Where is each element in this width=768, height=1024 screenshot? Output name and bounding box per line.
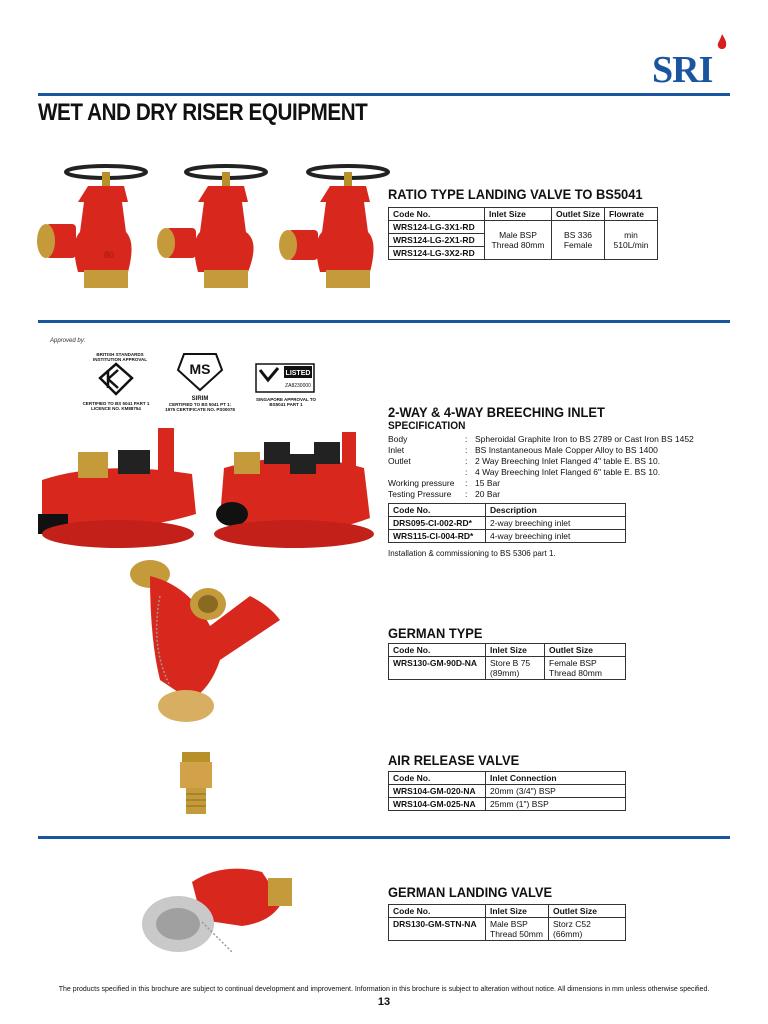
- breeching-table: [388, 503, 626, 543]
- air-release-title: AIR RELEASE VALVE: [388, 752, 520, 768]
- sg-listed-badge: [256, 364, 316, 407]
- col-header: Inlet Size: [486, 644, 545, 657]
- spec-row: Outlet : 2 Way Breeching Inlet Flanged 4" table E. BS 10.: [388, 456, 661, 466]
- german-type-title: GERMAN TYPE: [388, 625, 483, 641]
- spec-label: Inlet: [388, 445, 405, 455]
- code-cell: WRS124-LG-3X1-RD: [389, 221, 485, 234]
- spec-value: 15 Bar: [475, 478, 501, 488]
- installation-note: Installation & commissioning to BS 5306 part 1.: [388, 549, 556, 558]
- spec-row: Working pressure : 15 Bar: [388, 478, 501, 488]
- logo-text: SRI: [652, 49, 713, 91]
- spec-label: [388, 467, 465, 478]
- col-header: Code No.: [389, 905, 486, 918]
- spec-value: 4 Way Breeching Inlet Flanged 6" table E. BS 10.: [475, 467, 661, 477]
- table-row: [389, 517, 626, 530]
- landing-valve-images: [60, 158, 390, 298]
- col-header: Outlet Size: [545, 644, 626, 657]
- code-cell: WRS124-LG-2X1-RD: [389, 234, 485, 247]
- code-cell: DRS130-GM-STN-NA: [389, 918, 486, 941]
- flame-icon: [716, 34, 728, 52]
- code-cell: WRS115-CI-004-RD*: [389, 530, 486, 543]
- german-type-image: [120, 556, 300, 736]
- spec-row: : 4 Way Breeching Inlet Flanged 6" table E. BS 10.: [388, 467, 694, 478]
- spec-value: 2 Way Breeching Inlet Flanged 4" table E. BS 10.: [475, 456, 661, 466]
- german-landing-table: [388, 904, 626, 941]
- spec-value: Spheroidal Graphite Iron to BS 2789 or Cast Iron BS 1452: [475, 434, 694, 444]
- listed-icon: [256, 364, 314, 392]
- breeching-inlet-images: [38, 424, 368, 554]
- col-header: Code No.: [389, 772, 486, 785]
- spec-label: Working pressure: [388, 478, 455, 488]
- specification-list: [388, 434, 694, 500]
- spec-row: Body : Spheroidal Graphite Iron to BS 2789 or Cast Iron BS 1452: [388, 434, 694, 444]
- sirim-name: SIRIM: [191, 396, 209, 402]
- landing-valve-image: [157, 166, 266, 288]
- col-header: Code No.: [389, 208, 485, 221]
- table-row: [389, 785, 626, 798]
- connection-cell: 20mm (3/4") BSP: [486, 785, 626, 798]
- section-divider: [38, 836, 730, 839]
- bsi-caption: CERTIFIED TO BS 5041 PART 1 LICENCE NO. KM88754: [82, 401, 150, 411]
- outlet-cell: Female BSP Thread 80mm: [545, 657, 626, 680]
- ratio-valve-table: [388, 207, 658, 260]
- col-header: Inlet Connection: [486, 772, 626, 785]
- two-way-breeching-image: [38, 428, 196, 548]
- ratio-valve-title: RATIO TYPE LANDING VALVE TO BS5041: [388, 186, 643, 202]
- code-cell: WRS130-GM-90D-NA: [389, 657, 486, 680]
- sri-logo: [652, 34, 734, 90]
- landing-valve-image: [37, 166, 146, 288]
- air-release-valve-image: [176, 750, 216, 816]
- col-header: Inlet Size: [486, 905, 549, 918]
- table-row: [389, 918, 626, 941]
- col-header: Outlet Size: [552, 208, 605, 221]
- outlet-cell: BS 336 Female: [552, 221, 605, 260]
- col-header: Code No.: [389, 644, 486, 657]
- col-header: Description: [486, 504, 626, 517]
- kitemark-icon: [96, 362, 136, 396]
- code-cell: DRS095-CI-002-RD*: [389, 517, 486, 530]
- inlet-cell: Store B 75 (89mm): [486, 657, 545, 680]
- spec-value: 20 Bar: [475, 489, 501, 499]
- code-cell: WRS124-LG-3X2-RD: [389, 247, 485, 260]
- german-landing-title: GERMAN LANDING VALVE: [388, 884, 553, 900]
- svg-text:80: 80: [104, 250, 115, 260]
- spec-row: Testing Pressure : 20 Bar: [388, 489, 501, 499]
- german-type-table: [388, 643, 626, 680]
- four-way-breeching-image: [214, 432, 374, 548]
- breeching-title: 2-WAY & 4-WAY BREECHING INLET: [388, 404, 605, 420]
- table-row: [389, 221, 658, 234]
- outlet-cell: Storz C52 (66mm): [549, 918, 626, 941]
- sirim-badge: [165, 352, 235, 412]
- connection-cell: 25mm (1") BSP: [486, 798, 626, 811]
- sirim-caption: CERTIFIED TO BS 5041 PT 1: 1975 CERTIFICATE NO. PS00078: [165, 402, 235, 412]
- german-landing-valve-image: [132, 862, 302, 962]
- sirim-ms-icon: [176, 352, 224, 392]
- spec-row: Inlet : BS Instantaneous Male Copper Alloy to BS 1400: [388, 445, 658, 455]
- table-row: [389, 657, 626, 680]
- inlet-cell: Male BSP Thread 80mm: [485, 221, 552, 260]
- col-header: Code No.: [389, 504, 486, 517]
- col-header: Outlet Size: [549, 905, 626, 918]
- approved-label: Approved by:: [50, 338, 86, 344]
- air-release-table: [388, 771, 626, 811]
- code-cell: WRS104-GM-020-NA: [389, 785, 486, 798]
- table-row: [389, 530, 626, 543]
- spec-label: Outlet: [388, 456, 411, 466]
- svg-text:LISTED: LISTED: [285, 370, 311, 377]
- specification-title: SPECIFICATION: [388, 420, 466, 432]
- description-cell: 4-way breeching inlet: [486, 530, 626, 543]
- inlet-cell: Male BSP Thread 50mm: [486, 918, 549, 941]
- header-rule: [38, 93, 730, 96]
- page-title: WET AND DRY RISER EQUIPMENT: [38, 99, 368, 126]
- page-number: 13: [377, 996, 391, 1008]
- description-cell: 2-way breeching inlet: [486, 517, 626, 530]
- landing-valve-image: [279, 166, 388, 288]
- flowrate-cell: min 510L/min: [605, 221, 658, 260]
- disclaimer-footer: The products specified in this brochure are subject to continual development and improvement. Information in this brochure is subject to alteration without notice. All dimensions in mm unless otherwise specified.: [58, 986, 710, 993]
- section-divider: [38, 320, 730, 323]
- bsi-title: BRITISH STANDARDS INSTITUTION APPROVAL: [93, 352, 147, 362]
- col-header: Flowrate: [605, 208, 658, 221]
- spec-value: BS Instantaneous Male Copper Alloy to BS 1400: [475, 445, 658, 455]
- table-row: [389, 798, 626, 811]
- spec-label: Body: [388, 434, 408, 444]
- spec-label: Testing Pressure: [388, 489, 452, 499]
- svg-text:ZA8230000: ZA8230000: [285, 383, 311, 389]
- code-cell: WRS104-GM-025-NA: [389, 798, 486, 811]
- svg-text:MS: MS: [189, 361, 211, 377]
- sg-caption: SINGAPORE APPROVAL TO BS5041 PART 1: [255, 397, 317, 407]
- col-header: Inlet Size: [485, 208, 552, 221]
- bsi-badge: [82, 352, 152, 411]
